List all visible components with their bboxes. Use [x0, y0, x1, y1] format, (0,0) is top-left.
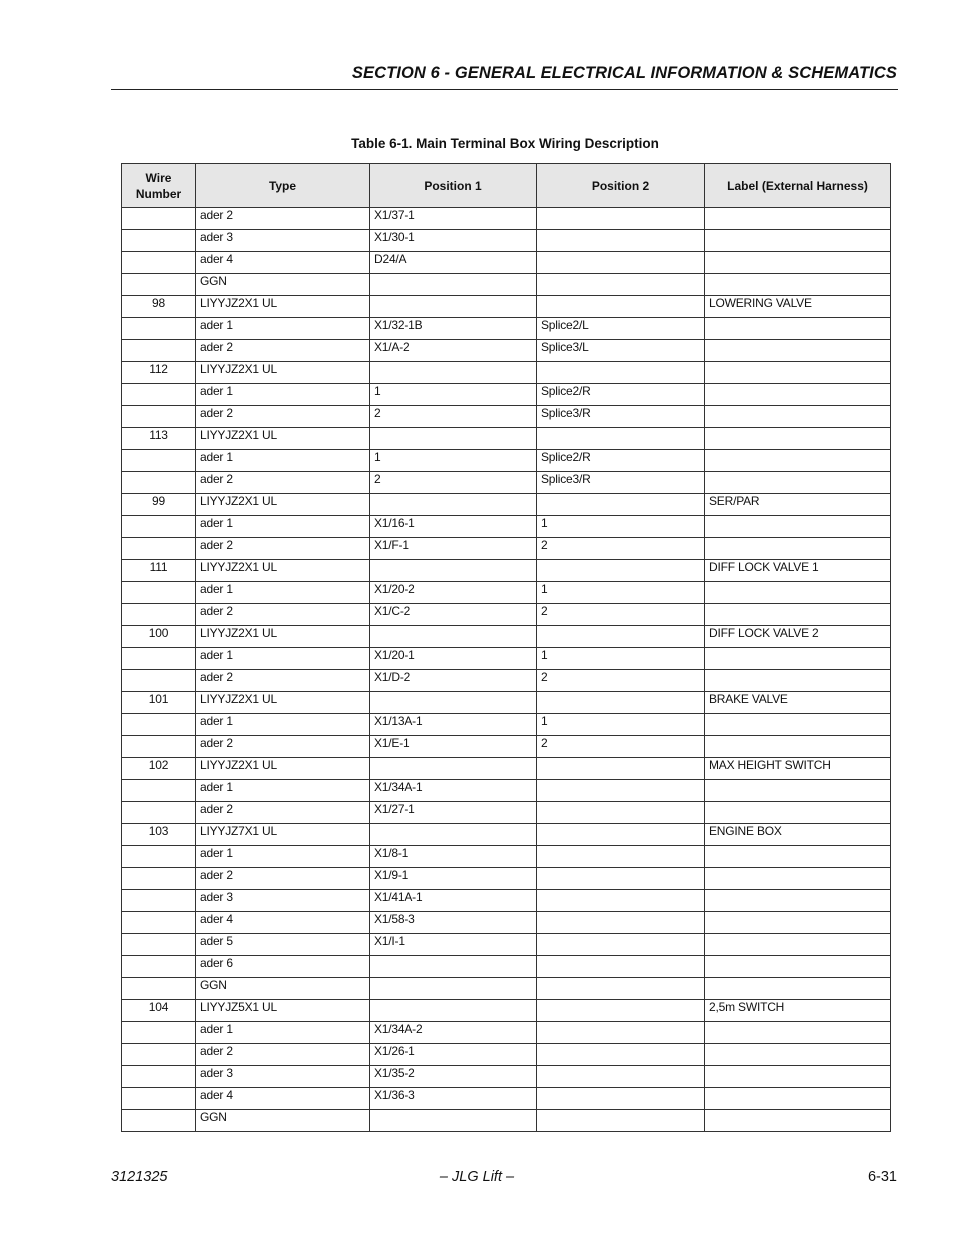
type-cell: LIYYJZ2X1 UL: [196, 428, 370, 450]
type-cell: ader 1: [196, 846, 370, 868]
position-1-cell: X1/E-1: [370, 736, 537, 758]
position-2-cell: [537, 824, 705, 846]
position-2-cell: 2: [537, 604, 705, 626]
wire-number-cell: 104: [122, 1000, 196, 1022]
position-1-cell: X1/F-1: [370, 538, 537, 560]
type-cell: LIYYJZ5X1 UL: [196, 1000, 370, 1022]
table-row: [122, 450, 891, 472]
wire-number-cell: [122, 648, 196, 670]
type-cell: ader 1: [196, 516, 370, 538]
position-1-cell: X1/20-1: [370, 648, 537, 670]
type-cell: ader 2: [196, 670, 370, 692]
table-row: [122, 824, 891, 846]
label-cell: [705, 1110, 891, 1132]
label-cell: [705, 1088, 891, 1110]
wire-number-cell: 112: [122, 362, 196, 384]
wire-number-cell: [122, 604, 196, 626]
position-2-cell: [537, 1044, 705, 1066]
position-2-cell: Splice2/R: [537, 384, 705, 406]
table-row: [122, 934, 891, 956]
table-row: [122, 1088, 891, 1110]
page-number: 6-31: [867, 1169, 897, 1185]
label-cell: [705, 846, 891, 868]
position-1-cell: [370, 956, 537, 978]
wire-number-cell: [122, 714, 196, 736]
position-2-cell: [537, 1022, 705, 1044]
position-1-cell: [370, 1110, 537, 1132]
wire-number-cell: [122, 912, 196, 934]
position-1-cell: X1/36-3: [370, 1088, 537, 1110]
table-row: [122, 758, 891, 780]
label-cell: BRAKE VALVE: [705, 692, 891, 714]
table-row: [122, 714, 891, 736]
position-1-cell: [370, 362, 537, 384]
wire-number-cell: 101: [122, 692, 196, 714]
position-2-cell: [537, 252, 705, 274]
position-1-cell: X1/13A-1: [370, 714, 537, 736]
document-number: 3121325: [111, 1169, 168, 1185]
position-1-cell: [370, 824, 537, 846]
wire-number-cell: [122, 956, 196, 978]
wire-number-cell: [122, 1044, 196, 1066]
table-row: [122, 384, 891, 406]
type-cell: LIYYJZ2X1 UL: [196, 296, 370, 318]
type-cell: ader 6: [196, 956, 370, 978]
position-1-cell: X1/34A-1: [370, 780, 537, 802]
table-row: [122, 868, 891, 890]
table-row: [122, 472, 891, 494]
label-cell: [705, 274, 891, 296]
position-2-cell: [537, 494, 705, 516]
wire-number-cell: 113: [122, 428, 196, 450]
position-2-cell: [537, 296, 705, 318]
label-cell: [705, 934, 891, 956]
column-header-type: Type: [196, 164, 370, 208]
position-2-cell: [537, 626, 705, 648]
label-cell: ENGINE BOX: [705, 824, 891, 846]
label-cell: [705, 604, 891, 626]
type-cell: ader 4: [196, 1088, 370, 1110]
wire-number-cell: [122, 516, 196, 538]
position-2-cell: [537, 956, 705, 978]
position-2-cell: [537, 1000, 705, 1022]
wire-number-cell: [122, 1066, 196, 1088]
table-row: [122, 802, 891, 824]
wire-number-cell: [122, 868, 196, 890]
label-cell: [705, 956, 891, 978]
position-1-cell: X1/A-2: [370, 340, 537, 362]
label-cell: [705, 230, 891, 252]
label-cell: [705, 516, 891, 538]
wire-number-cell: [122, 252, 196, 274]
table-row: [122, 978, 891, 1000]
type-cell: ader 2: [196, 472, 370, 494]
table-row: [122, 1022, 891, 1044]
wire-number-cell: [122, 890, 196, 912]
wire-number-cell: [122, 384, 196, 406]
position-2-cell: [537, 758, 705, 780]
label-cell: [705, 736, 891, 758]
label-cell: [705, 472, 891, 494]
position-1-cell: X1/D-2: [370, 670, 537, 692]
table-row: [122, 692, 891, 714]
label-cell: 2,5m SWITCH: [705, 1000, 891, 1022]
header-divider: [111, 89, 898, 90]
label-cell: SER/PAR: [705, 494, 891, 516]
position-1-cell: D24/A: [370, 252, 537, 274]
type-cell: ader 1: [196, 714, 370, 736]
position-1-cell: [370, 626, 537, 648]
position-2-cell: Splice3/R: [537, 406, 705, 428]
table-row: [122, 846, 891, 868]
label-cell: [705, 912, 891, 934]
position-1-cell: X1/37-1: [370, 208, 537, 230]
position-1-cell: X1/20-2: [370, 582, 537, 604]
position-1-cell: X1/41A-1: [370, 890, 537, 912]
table-row: [122, 890, 891, 912]
position-2-cell: Splice2/L: [537, 318, 705, 340]
wire-number-cell: [122, 318, 196, 340]
type-cell: ader 1: [196, 780, 370, 802]
type-cell: ader 2: [196, 802, 370, 824]
label-cell: [705, 252, 891, 274]
position-1-cell: [370, 560, 537, 582]
type-cell: ader 1: [196, 384, 370, 406]
wire-number-cell: [122, 802, 196, 824]
position-1-cell: [370, 296, 537, 318]
wire-number-cell: [122, 1088, 196, 1110]
wire-number-cell: [122, 406, 196, 428]
label-cell: [705, 340, 891, 362]
table-row: [122, 538, 891, 560]
table-row: [122, 736, 891, 758]
position-2-cell: [537, 846, 705, 868]
wire-number-cell: [122, 670, 196, 692]
section-title: SECTION 6 - GENERAL ELECTRICAL INFORMATION & SCHEMATICS: [351, 64, 897, 82]
type-cell: ader 3: [196, 890, 370, 912]
position-2-cell: [537, 868, 705, 890]
label-cell: MAX HEIGHT SWITCH: [705, 758, 891, 780]
table-body: [122, 208, 891, 1132]
position-2-cell: 1: [537, 714, 705, 736]
table-row: [122, 1066, 891, 1088]
wire-number-cell: 100: [122, 626, 196, 648]
type-cell: ader 2: [196, 1044, 370, 1066]
type-cell: ader 2: [196, 736, 370, 758]
column-header-wire-number: Wire Number: [122, 164, 196, 208]
position-1-cell: [370, 758, 537, 780]
table-row: [122, 516, 891, 538]
position-1-cell: 1: [370, 450, 537, 472]
type-cell: GGN: [196, 1110, 370, 1132]
table-row: [122, 494, 891, 516]
wire-number-cell: [122, 934, 196, 956]
position-2-cell: [537, 208, 705, 230]
position-1-cell: [370, 494, 537, 516]
table-row: [122, 604, 891, 626]
label-cell: [705, 538, 891, 560]
wire-number-cell: [122, 538, 196, 560]
type-cell: GGN: [196, 978, 370, 1000]
type-cell: ader 5: [196, 934, 370, 956]
type-cell: LIYYJZ2X1 UL: [196, 494, 370, 516]
wire-number-cell: [122, 978, 196, 1000]
label-cell: [705, 802, 891, 824]
type-cell: ader 4: [196, 252, 370, 274]
table-row: [122, 582, 891, 604]
label-cell: LOWERING VALVE: [705, 296, 891, 318]
wire-number-cell: [122, 450, 196, 472]
type-cell: ader 1: [196, 648, 370, 670]
table-row: [122, 1000, 891, 1022]
wire-number-cell: [122, 274, 196, 296]
table-row: [122, 340, 891, 362]
table-row: [122, 560, 891, 582]
wire-number-cell: [122, 736, 196, 758]
label-cell: [705, 978, 891, 1000]
label-cell: DIFF LOCK VALVE 2: [705, 626, 891, 648]
position-1-cell: X1/16-1: [370, 516, 537, 538]
position-2-cell: [537, 274, 705, 296]
position-2-cell: [537, 912, 705, 934]
label-cell: [705, 780, 891, 802]
table-row: [122, 912, 891, 934]
table-header-row: [122, 164, 891, 208]
position-2-cell: 2: [537, 538, 705, 560]
label-cell: [705, 1066, 891, 1088]
type-cell: LIYYJZ2X1 UL: [196, 560, 370, 582]
position-1-cell: X1/27-1: [370, 802, 537, 824]
position-2-cell: Splice2/R: [537, 450, 705, 472]
wire-number-cell: [122, 230, 196, 252]
position-1-cell: [370, 978, 537, 1000]
position-1-cell: X1/32-1B: [370, 318, 537, 340]
wire-number-cell: [122, 1022, 196, 1044]
type-cell: LIYYJZ2X1 UL: [196, 626, 370, 648]
table-title: Table 6-1. Main Terminal Box Wiring Description: [351, 136, 659, 151]
position-1-cell: X1/I-1: [370, 934, 537, 956]
wire-number-cell: [122, 340, 196, 362]
type-cell: ader 2: [196, 868, 370, 890]
wire-number-cell: 111: [122, 560, 196, 582]
label-cell: [705, 648, 891, 670]
table-row: [122, 780, 891, 802]
position-1-cell: [370, 428, 537, 450]
table-row: [122, 406, 891, 428]
position-1-cell: [370, 692, 537, 714]
type-cell: ader 2: [196, 340, 370, 362]
label-cell: [705, 362, 891, 384]
label-cell: [705, 890, 891, 912]
position-2-cell: 2: [537, 736, 705, 758]
position-1-cell: 2: [370, 406, 537, 428]
type-cell: LIYYJZ2X1 UL: [196, 692, 370, 714]
wiring-table: [121, 163, 891, 1132]
position-2-cell: [537, 362, 705, 384]
position-1-cell: X1/58-3: [370, 912, 537, 934]
table-row: [122, 1044, 891, 1066]
table-row: [122, 252, 891, 274]
wire-number-cell: 103: [122, 824, 196, 846]
type-cell: ader 2: [196, 406, 370, 428]
label-cell: [705, 384, 891, 406]
table-row: [122, 648, 891, 670]
position-2-cell: [537, 1088, 705, 1110]
position-1-cell: [370, 274, 537, 296]
position-1-cell: 1: [370, 384, 537, 406]
type-cell: ader 2: [196, 208, 370, 230]
position-2-cell: [537, 802, 705, 824]
table-row: [122, 296, 891, 318]
wire-number-cell: 102: [122, 758, 196, 780]
type-cell: ader 1: [196, 582, 370, 604]
position-1-cell: X1/C-2: [370, 604, 537, 626]
type-cell: LIYYJZ2X1 UL: [196, 758, 370, 780]
position-1-cell: X1/34A-2: [370, 1022, 537, 1044]
table-row: [122, 956, 891, 978]
table-row: [122, 1110, 891, 1132]
label-cell: [705, 428, 891, 450]
type-cell: ader 2: [196, 604, 370, 626]
wire-number-cell: [122, 472, 196, 494]
type-cell: ader 2: [196, 538, 370, 560]
label-cell: [705, 670, 891, 692]
position-2-cell: 2: [537, 670, 705, 692]
type-cell: ader 4: [196, 912, 370, 934]
type-cell: ader 1: [196, 1022, 370, 1044]
type-cell: LIYYJZ2X1 UL: [196, 362, 370, 384]
wire-number-cell: [122, 846, 196, 868]
table-row: [122, 230, 891, 252]
table-row: [122, 318, 891, 340]
type-cell: LIYYJZ7X1 UL: [196, 824, 370, 846]
position-2-cell: [537, 1066, 705, 1088]
position-2-cell: [537, 934, 705, 956]
label-cell: [705, 450, 891, 472]
position-1-cell: X1/9-1: [370, 868, 537, 890]
wire-number-cell: [122, 208, 196, 230]
table-row: [122, 274, 891, 296]
position-2-cell: 1: [537, 582, 705, 604]
position-2-cell: [537, 692, 705, 714]
column-header-position-1: Position 1: [370, 164, 537, 208]
table-row: [122, 626, 891, 648]
position-2-cell: [537, 978, 705, 1000]
label-cell: DIFF LOCK VALVE 1: [705, 560, 891, 582]
position-1-cell: X1/30-1: [370, 230, 537, 252]
label-cell: [705, 1022, 891, 1044]
wire-number-cell: 99: [122, 494, 196, 516]
label-cell: [705, 406, 891, 428]
position-2-cell: [537, 780, 705, 802]
table-row: [122, 362, 891, 384]
column-header-label: Label (External Harness): [705, 164, 891, 208]
type-cell: ader 1: [196, 318, 370, 340]
column-header-position-2: Position 2: [537, 164, 705, 208]
position-2-cell: [537, 230, 705, 252]
wire-number-cell: [122, 1110, 196, 1132]
position-2-cell: 1: [537, 516, 705, 538]
label-cell: [705, 868, 891, 890]
position-1-cell: X1/26-1: [370, 1044, 537, 1066]
type-cell: GGN: [196, 274, 370, 296]
label-cell: [705, 582, 891, 604]
label-cell: [705, 208, 891, 230]
table-row: [122, 428, 891, 450]
position-2-cell: Splice3/R: [537, 472, 705, 494]
label-cell: [705, 714, 891, 736]
type-cell: ader 3: [196, 1066, 370, 1088]
footer-brand: – JLG Lift –: [439, 1169, 515, 1185]
position-1-cell: X1/8-1: [370, 846, 537, 868]
type-cell: ader 3: [196, 230, 370, 252]
wire-number-cell: 98: [122, 296, 196, 318]
position-2-cell: [537, 560, 705, 582]
table-row: [122, 670, 891, 692]
position-2-cell: [537, 890, 705, 912]
wire-number-cell: [122, 780, 196, 802]
position-2-cell: [537, 428, 705, 450]
wire-number-cell: [122, 582, 196, 604]
label-cell: [705, 318, 891, 340]
position-1-cell: [370, 1000, 537, 1022]
position-2-cell: Splice3/L: [537, 340, 705, 362]
position-2-cell: 1: [537, 648, 705, 670]
label-cell: [705, 1044, 891, 1066]
position-1-cell: X1/35-2: [370, 1066, 537, 1088]
type-cell: ader 1: [196, 450, 370, 472]
position-2-cell: [537, 1110, 705, 1132]
table-row: [122, 208, 891, 230]
position-1-cell: 2: [370, 472, 537, 494]
